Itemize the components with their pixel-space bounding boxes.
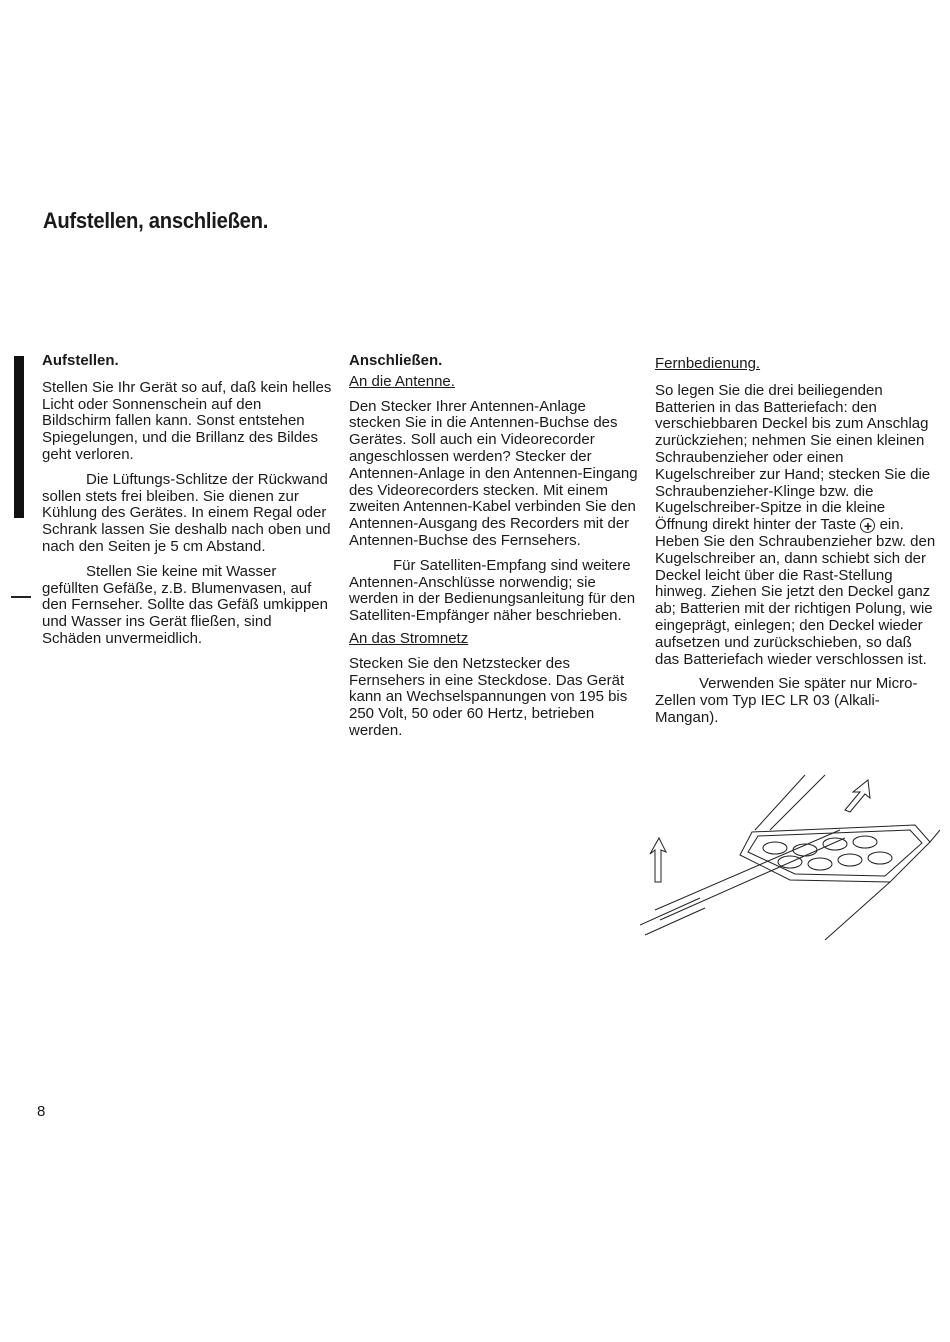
subheading-fernbedienung: Fernbedienung. [655, 355, 761, 372]
paragraph: Für Satelliten-Empfang sind weitere Antennen-Anschlüsse norwendig; sie werden in der Bedienungsanleitung für den Satelliten-Empfänger näher beschrieben. [349, 556, 636, 625]
column-anschliessen [349, 353, 641, 740]
margin-dash [11, 596, 31, 598]
plus-key-symbol-icon: + [860, 518, 875, 533]
subheading-stromnetz: An das Stromnetz [349, 629, 469, 647]
paragraph-part: ein. Heben Sie den Schraubenzieher bzw. den Kugelschreiber an, dann schiebt sich der Deckel leicht über die Rast-Stellung hinweg. Ziehen Sie jetzt den Deckel ganz ab; Batterien mit der richtigen Polung, wie eingeprägt, einlegen; den Deckel wieder aufsetzen und zurückschieben, so daß das Batteriefach wieder verschlossen ist. [655, 516, 936, 668]
section-heading-anschliessen: Anschließen. [349, 352, 443, 369]
page-number: 8 [37, 1103, 46, 1120]
paragraph [655, 383, 940, 669]
remote-battery-illustration [640, 770, 940, 945]
paragraph: Stellen Sie Ihr Gerät so auf, daß kein helles Licht oder Sonnenschein auf den Bildschirm fallen kann. Sonst entstehen Spiegelungen, und die Brillanz des Bildes geht verloren. [42, 378, 332, 463]
paragraph: Die Lüftungs-Schlitze der Rückwand sollen stets frei bleiben. Sie dienen zur Kühlung des Gerätes. In einem Regal oder Schrank lassen Sie deshalb nach oben und nach den Seiten je 5 cm Abstand. [42, 470, 331, 555]
paragraph: Stecken Sie den Netzstecker des Fernsehers in eine Steckdose. Das Gerät kann an Wechselspannungen von 195 bis 250 Volt, 50 oder 60 Hertz, betrieben werden. [349, 654, 628, 739]
section-heading-aufstellen: Aufstellen. [42, 352, 119, 369]
paragraph: Verwenden Sie später nur Micro-Zellen vom Typ IEC LR 03 (Alkali-Mangan). [655, 675, 918, 726]
page-title: Aufstellen, anschließen. [43, 208, 269, 233]
margin-marker-bar [14, 356, 24, 518]
column-aufstellen [42, 353, 332, 648]
paragraph: Den Stecker Ihrer Antennen-Anlage stecken Sie in die Antennen-Buchse des Gerätes. Soll auch ein Videorecorder angeschlossen werden? Stecker der Antennen-Anlage in den Antennen-Eingang des Videorecorders stecken. Mit einem zweiten Antennen-Kabel verbinden Sie den Antennen-Ausgang des Recorders mit der Antennen-Buchse des Fernsehers. [349, 397, 638, 549]
paragraph: Stellen Sie keine mit Wasser gefüllten Gefäße, z.B. Blumenvasen, auf den Fernseher. Sollte das Gefäß umkippen und Wasser ins Gerät fließen, sind Schäden unvermeidlich. [42, 562, 328, 647]
column-fernbedienung [655, 356, 940, 727]
paragraph-part: So legen Sie die drei beiliegenden Batterien in das Batteriefach: den verschiebbaren Deckel bis zum Anschlag zurückziehen; nehmen Sie einen kleinen Schraubenzieher oder einen Kugelschreiber zur Hand; stecken Sie die Schraubenzieher-Klinge bzw. die Kugelschreiber-Spitze in die kleine Öffnung direkt hinter der Taste [655, 381, 931, 534]
subheading-antenne: An die Antenne. [349, 372, 455, 390]
